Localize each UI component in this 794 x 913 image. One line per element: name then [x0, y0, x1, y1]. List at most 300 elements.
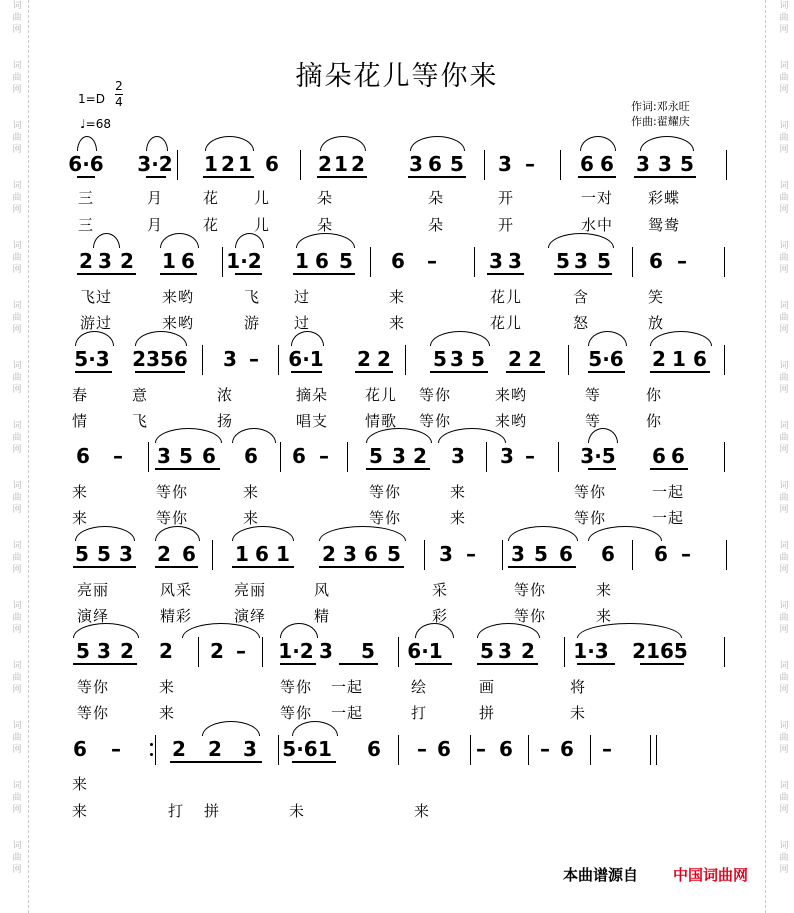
lyric: 来: [413, 802, 431, 820]
watermark-text: 词 曲 网: [779, 301, 789, 335]
dash-sustain: –: [427, 249, 437, 273]
note: 2: [357, 347, 371, 371]
note: 3: [508, 249, 522, 273]
note: 2: [652, 347, 666, 371]
barline: [278, 345, 279, 375]
note: 3: [409, 152, 423, 176]
barline: [656, 735, 657, 765]
underline-beam: [291, 371, 322, 373]
lyric: 等你: [155, 509, 189, 527]
slur: [548, 233, 614, 248]
note: 6: [499, 737, 513, 761]
note: 5: [387, 542, 401, 566]
note: 1: [276, 542, 290, 566]
lyric: 花儿: [489, 314, 523, 332]
watermark-text: 词 曲 网: [12, 541, 22, 575]
underline-beam: [319, 566, 404, 568]
lyric: 来哟: [494, 412, 528, 430]
lyric: 花: [202, 189, 220, 207]
score-line: [0, 152, 794, 182]
barline: [632, 247, 633, 277]
underline-beam: [232, 566, 294, 568]
watermark-text: 词 曲 网: [12, 241, 22, 275]
time-numerator: 2: [115, 79, 123, 93]
repeat-dot: [150, 753, 153, 756]
slur: [202, 721, 260, 736]
slur: [280, 623, 318, 638]
lyric: 开: [497, 216, 515, 234]
slur: [232, 526, 294, 541]
slur: [93, 233, 120, 248]
lyric: 来: [595, 581, 613, 599]
underline-beam: [135, 371, 185, 373]
barline: [405, 345, 406, 375]
underline-beam: [588, 468, 616, 470]
watermark-text: 词 曲 网: [12, 181, 22, 215]
slur: [410, 136, 465, 151]
note: 6: [315, 249, 329, 273]
lyric: 来: [71, 509, 89, 527]
barline: [262, 637, 263, 667]
underline-beam: [235, 273, 262, 275]
dash-sustain: –: [319, 444, 329, 468]
lyric: 风采: [159, 581, 193, 599]
lyric: 来: [71, 483, 89, 501]
underline-beam: [578, 176, 616, 178]
composer: 作曲:翟耀庆: [631, 115, 690, 128]
slur: [135, 331, 187, 346]
note: 5: [369, 444, 383, 468]
slur: [155, 526, 200, 541]
lyric: 等你: [573, 509, 607, 527]
lyric: 等你: [573, 483, 607, 501]
lyric: 彩蝶: [647, 189, 681, 207]
time-denominator: 4: [115, 95, 123, 109]
watermark-text: 词 曲 网: [779, 601, 789, 635]
underline-beam: [77, 273, 136, 275]
watermark-text: 词 曲 网: [779, 781, 789, 815]
barline: [528, 735, 529, 765]
note: 6: [73, 737, 87, 761]
underline-beam: [203, 176, 254, 178]
lyric: 未: [569, 704, 587, 722]
underline-beam: [155, 468, 220, 470]
lyric: 等你: [368, 483, 402, 501]
lyric: 等你: [368, 509, 402, 527]
note: 6: [671, 444, 685, 468]
underline-beam: [506, 371, 545, 373]
lyric: 来: [449, 483, 467, 501]
lyric: 朵: [427, 216, 445, 234]
slur: [205, 136, 254, 151]
lyric: 儿: [253, 216, 271, 234]
key-signature: 1=D: [78, 92, 105, 106]
barline: [568, 345, 569, 375]
slur: [75, 526, 135, 541]
barline: [724, 442, 725, 472]
barline: [424, 540, 425, 570]
watermark-text: 词 曲 网: [12, 361, 22, 395]
slur: [235, 233, 264, 248]
lyric: 亮丽: [233, 581, 267, 599]
watermark-text: 词 曲 网: [12, 421, 22, 455]
lyric: 三: [77, 189, 95, 207]
note: 5·6: [588, 347, 624, 371]
lyric: 画: [478, 678, 496, 696]
lyric: 精: [313, 607, 331, 625]
note: 2: [413, 444, 427, 468]
underline-beam: [170, 761, 262, 763]
watermark-text: 词 曲 网: [12, 301, 22, 335]
note: 6: [649, 249, 663, 273]
note: 1: [204, 152, 218, 176]
underline-beam: [160, 273, 197, 275]
lyric: 等你: [418, 386, 452, 404]
watermark-text: 词 曲 网: [12, 61, 22, 95]
note: 3: [500, 444, 514, 468]
underline-beam: [73, 566, 136, 568]
note: 2356: [132, 347, 188, 371]
note: 1·3: [573, 639, 609, 663]
note: 3: [498, 152, 512, 176]
watermark-text: 词 曲 网: [779, 421, 789, 455]
note: 6: [559, 542, 573, 566]
slur: [430, 331, 490, 346]
note: 3: [450, 347, 464, 371]
dash-sustain: –: [540, 737, 550, 761]
lyric: 游过: [79, 314, 113, 332]
slur: [320, 136, 366, 151]
barline: [280, 442, 281, 472]
barline: [502, 540, 503, 570]
underline-beam: [155, 566, 198, 568]
lyric: 你: [645, 412, 663, 430]
barline: [300, 150, 301, 180]
lyricist: 作词:邓永旺: [631, 100, 690, 113]
underline-beam: [408, 176, 466, 178]
barline: [564, 637, 565, 667]
lyric: 等你: [279, 678, 313, 696]
note: 3: [243, 737, 257, 761]
source-site-link[interactable]: 中国词曲网: [673, 866, 749, 884]
note: 6: [265, 152, 279, 176]
note: 6: [364, 542, 378, 566]
underline-beam: [640, 663, 684, 665]
note: 3: [511, 542, 525, 566]
barline: [148, 442, 149, 472]
note: 6: [560, 737, 574, 761]
note: 2: [528, 347, 542, 371]
lyric: 拼: [203, 802, 221, 820]
lyric: 过: [293, 288, 311, 306]
note: 5: [450, 152, 464, 176]
note: 3: [636, 152, 650, 176]
watermark-text: 词 曲 网: [779, 61, 789, 95]
barline: [222, 247, 223, 277]
slur: [296, 233, 355, 248]
barline: [724, 345, 725, 375]
lyric: 一起: [330, 704, 364, 722]
lyric: 情歌: [364, 412, 398, 430]
note: 2: [521, 639, 535, 663]
underline-beam: [577, 663, 615, 665]
barline: [398, 735, 399, 765]
lyric: 来: [388, 314, 406, 332]
slur: [640, 136, 694, 151]
score-line: [0, 737, 794, 767]
note: 6: [654, 542, 668, 566]
watermark-text: 词 曲 网: [12, 661, 22, 695]
lyric: 未: [288, 802, 306, 820]
note: 2: [159, 639, 173, 663]
underline-beam: [634, 176, 696, 178]
note: 6: [391, 249, 405, 273]
lyric: 等: [584, 386, 602, 404]
underline-beam: [508, 566, 576, 568]
watermark-text: 词 曲 网: [12, 601, 22, 635]
lyric: 一起: [651, 483, 685, 501]
lyric: 一对: [580, 189, 614, 207]
note: 5: [97, 542, 111, 566]
lyric: 朵: [316, 216, 334, 234]
lyric: 将: [569, 678, 587, 696]
lyric: 月: [146, 189, 164, 207]
barline: [278, 735, 279, 765]
lyric: 来: [242, 509, 260, 527]
note: 2: [210, 639, 224, 663]
underline-beam: [588, 371, 625, 373]
score-line: [0, 249, 794, 279]
credits: [631, 99, 690, 129]
note: 5: [471, 347, 485, 371]
underline-beam: [317, 176, 367, 178]
underline-beam: [77, 176, 95, 178]
note: 2: [157, 542, 171, 566]
note: 3: [439, 542, 453, 566]
note: 1: [295, 249, 309, 273]
slur: [580, 136, 616, 151]
slur: [160, 233, 199, 248]
note: 1·2: [226, 249, 262, 273]
lyric: 等你: [76, 704, 110, 722]
underline-beam: [146, 176, 166, 178]
note: 6: [652, 444, 666, 468]
lyric: 怒: [572, 314, 590, 332]
barline: [155, 735, 156, 765]
note: 5: [480, 639, 494, 663]
note: 5: [75, 542, 89, 566]
lyric: 你: [645, 386, 663, 404]
underline-beam: [293, 273, 355, 275]
dash-sustain: –: [236, 639, 246, 663]
lyric: 三: [77, 216, 95, 234]
watermark-text: 词 曲 网: [779, 721, 789, 755]
note: 1: [162, 249, 176, 273]
lyric: 花: [202, 216, 220, 234]
note: 6: [202, 444, 216, 468]
lyric: 打: [410, 704, 428, 722]
lyric: 来: [595, 607, 613, 625]
lyric: 月: [146, 216, 164, 234]
barline: [398, 637, 399, 667]
note: 1: [334, 152, 348, 176]
lyric: 来: [71, 775, 89, 793]
lyric: 朵: [316, 189, 334, 207]
watermark-text: 词 曲 网: [12, 721, 22, 755]
lyric: 风: [313, 581, 331, 599]
note: 3: [343, 542, 357, 566]
note: 2: [79, 249, 93, 273]
barline: [558, 442, 559, 472]
lyric: 来哟: [161, 288, 195, 306]
underline-beam: [280, 663, 316, 665]
lyric: 等你: [76, 678, 110, 696]
barline: [484, 150, 485, 180]
underline-beam: [487, 273, 524, 275]
dash-sustain: –: [681, 542, 691, 566]
barline: [212, 540, 213, 570]
barline: [590, 735, 591, 765]
note: 3·2: [137, 152, 173, 176]
note: 2: [208, 737, 222, 761]
lyric: 过: [293, 314, 311, 332]
watermark-text: 词 曲 网: [779, 661, 789, 695]
lyric: 飞: [243, 288, 261, 306]
note: 6: [600, 152, 614, 176]
note: 2: [172, 737, 186, 761]
dash-sustain: –: [113, 444, 123, 468]
lyric: 花儿: [489, 288, 523, 306]
lyric: 绘: [410, 678, 428, 696]
lyric: 来: [242, 483, 260, 501]
lyric: 扬: [216, 412, 234, 430]
note: 2: [221, 152, 235, 176]
lyric: 亮丽: [76, 581, 110, 599]
note: 3: [98, 249, 112, 273]
barline: [177, 150, 178, 180]
note: 6: [437, 737, 451, 761]
note: 5·6: [282, 737, 318, 761]
lyric: 来: [388, 288, 406, 306]
lyric: 拼: [478, 704, 496, 722]
watermark-text: 词 曲 网: [779, 121, 789, 155]
underline-beam: [415, 663, 452, 665]
barline: [370, 247, 371, 277]
underline-beam: [650, 371, 710, 373]
dash-sustain: –: [111, 737, 121, 761]
slur: [319, 526, 406, 541]
lyric: 等你: [513, 607, 547, 625]
lyric: 鸳鸯: [647, 216, 681, 234]
note: 1: [238, 152, 252, 176]
note: 2: [120, 249, 134, 273]
lyric: 演绎: [76, 607, 110, 625]
slur: [146, 136, 168, 151]
slur: [77, 136, 97, 151]
slur: [415, 623, 454, 638]
note: 2: [508, 347, 522, 371]
note: 3: [223, 347, 237, 371]
underline-beam: [339, 663, 378, 665]
note: 5: [680, 152, 694, 176]
barline: [724, 247, 725, 277]
watermark-text: 词 曲 网: [779, 361, 789, 395]
watermark-text: 词 曲 网: [12, 841, 22, 875]
lyric: 浓: [216, 386, 234, 404]
underline-beam: [73, 663, 137, 665]
lyric: 游: [243, 314, 261, 332]
lyric: 来: [158, 678, 176, 696]
underline-beam: [75, 371, 112, 373]
note: 5: [433, 347, 447, 371]
note: 3: [489, 249, 503, 273]
barline: [474, 247, 475, 277]
note: 6: [182, 542, 196, 566]
lyric: 飞: [131, 412, 149, 430]
lyric: 彩: [431, 607, 449, 625]
note: 2: [377, 347, 391, 371]
note: 1·2: [278, 639, 314, 663]
barline: [560, 150, 561, 180]
slur: [650, 331, 712, 346]
note: 3: [392, 444, 406, 468]
lyric: 放: [647, 314, 665, 332]
tempo-marking: ♩=68: [80, 117, 111, 131]
score-line: [0, 542, 794, 572]
note: 5·3: [74, 347, 110, 371]
lyric: 一起: [330, 678, 364, 696]
note: 3: [658, 152, 672, 176]
source-label: 本曲谱源自: [563, 866, 639, 884]
lyric: 来哟: [161, 314, 195, 332]
note: 3: [319, 639, 333, 663]
watermark-text: 词 曲 网: [12, 1, 22, 35]
note: 3: [119, 542, 133, 566]
watermark-text: 词 曲 网: [779, 241, 789, 275]
watermark-text: 词 曲 网: [779, 841, 789, 875]
note: 6: [693, 347, 707, 371]
watermark-text: 词 曲 网: [779, 481, 789, 515]
slur: [292, 721, 338, 736]
slur: [588, 331, 627, 346]
underline-beam: [366, 468, 430, 470]
note: 3: [574, 249, 588, 273]
lyric: 打: [167, 802, 185, 820]
lyric: 水中: [580, 216, 614, 234]
note: 1: [235, 542, 249, 566]
slur: [155, 428, 222, 443]
lyric: 等: [584, 412, 602, 430]
note: 6: [181, 249, 195, 273]
note: 6: [580, 152, 594, 176]
note: 6: [255, 542, 269, 566]
slur: [508, 526, 578, 541]
score-line: [0, 639, 794, 669]
watermark-text: 词 曲 网: [12, 481, 22, 515]
watermark-text: 词 曲 网: [779, 1, 789, 35]
lyric: 来: [71, 802, 89, 820]
note: 5: [597, 249, 611, 273]
score-line: [0, 347, 794, 377]
note: 6·1: [288, 347, 324, 371]
lyric: 笑: [647, 288, 665, 306]
barline: [198, 637, 199, 667]
underline-beam: [650, 468, 688, 470]
time-signature: [115, 80, 123, 109]
slur: [75, 331, 114, 346]
note: 6: [601, 542, 615, 566]
underline-beam: [554, 273, 612, 275]
